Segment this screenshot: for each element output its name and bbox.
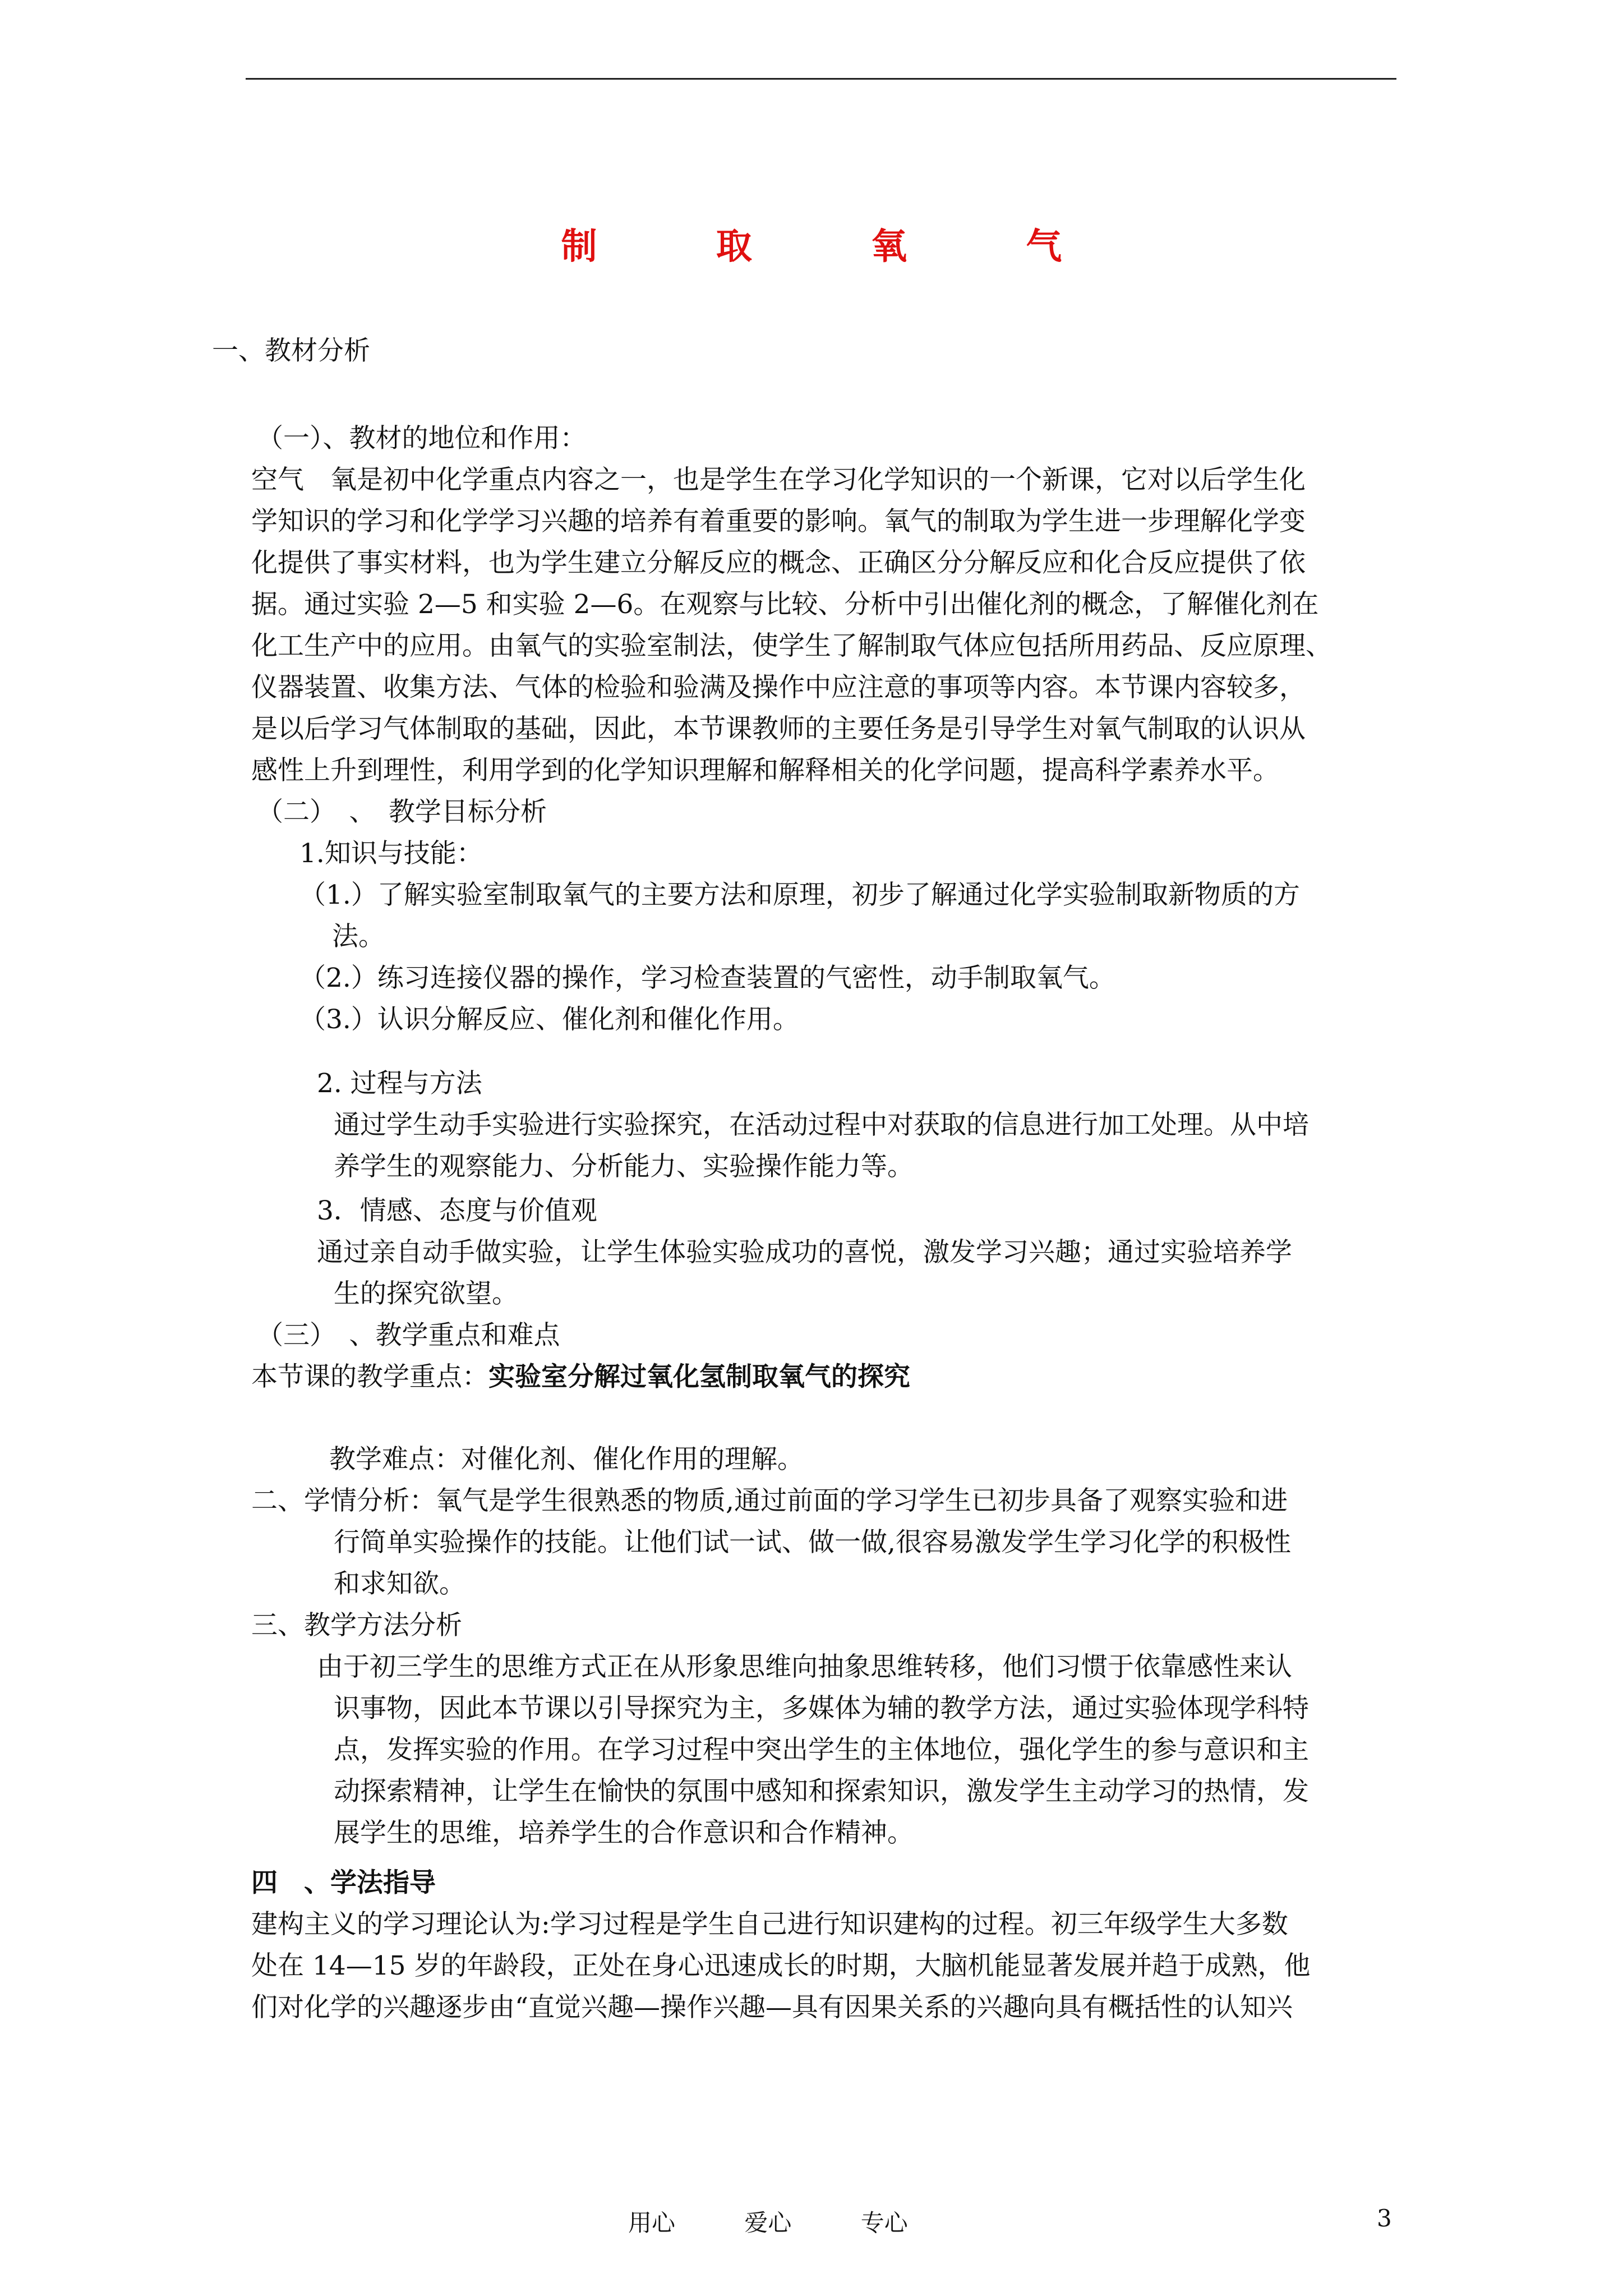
title-char: 气 bbox=[1026, 226, 1062, 268]
key-point-text: 实验室分解过氧化氢制取氧气的探究 bbox=[488, 1361, 910, 1392]
title-char: 制 bbox=[561, 226, 597, 268]
paragraph-line: 和求知欲。 bbox=[334, 1568, 465, 1599]
header-rule bbox=[246, 78, 1396, 80]
footer-motto bbox=[628, 2205, 970, 2238]
goal-heading: 2. 过程与方法 bbox=[317, 1068, 482, 1099]
paragraph-line: 通过学生动手实验进行实验探究，在活动过程中对获取的信息进行加工处理。从中培 bbox=[334, 1110, 1309, 1140]
paragraph-line: 展学生的思维，培养学生的合作意识和合作精神。 bbox=[334, 1818, 914, 1848]
paragraph-line: 仪器装置、收集方法、气体的检验和验满及操作中应注意的事项等内容。本节课内容较多， bbox=[251, 672, 1306, 703]
paragraph-line: 化工生产中的应用。由氧气的实验室制法，使学生了解制取气体应包括所用药品、反应原理、 bbox=[251, 631, 1332, 661]
subsection-heading: （三） 、教学重点和难点 bbox=[257, 1320, 560, 1351]
title-char: 氧 bbox=[871, 226, 907, 268]
paragraph-line: 处在 14—15 岁的年龄段，正处在身心迅速成长的时期，大脑机能显著发展并趋于成熟，他 bbox=[251, 1950, 1311, 1981]
section-heading: 二、学情分析：氧气是学生很熟悉的物质,通过前面的学习学生已初步具备了观察实验和进 bbox=[251, 1485, 1288, 1516]
subsection-heading: （二） 、 教学目标分析 bbox=[257, 797, 547, 827]
section-heading: 一、教材分析 bbox=[212, 335, 370, 366]
goal-item: （1.）了解实验室制取氧气的主要方法和原理，初步了解通过化学实验制取新物质的方 bbox=[299, 880, 1300, 910]
paragraph-line: 养学生的观察能力、分析能力、实验操作能力等。 bbox=[334, 1151, 914, 1182]
paragraph-line: 由于初三学生的思维方式正在从形象思维向抽象思维转移，他们习惯于依靠感性来认 bbox=[317, 1651, 1292, 1682]
difficulty-line: 教学难点：对催化剂、催化作用的理解。 bbox=[329, 1444, 804, 1475]
page-number: 3 bbox=[1377, 2205, 1392, 2232]
paragraph-line: 学知识的学习和化学学习兴趣的培养有着重要的影响。氧气的制取为学生进一步理解化学变 bbox=[251, 506, 1306, 537]
paragraph-line: 据。通过实验 2—5 和实验 2—6。在观察与比较、分析中引出催化剂的概念，了解催化剂在 bbox=[251, 589, 1319, 620]
section-heading: 四 、学法指导 bbox=[251, 1867, 436, 1898]
paragraph-line: 是以后学习气体制取的基础，因此，本节课教师的主要任务是引导学生对氧气制取的认识从 bbox=[251, 714, 1306, 744]
paragraph-line: 识事物，因此本节课以引导探究为主，多媒体为辅的教学方法，通过实验体现学科特 bbox=[334, 1693, 1309, 1724]
key-point-line bbox=[251, 1361, 910, 1392]
goal-item: 法。 bbox=[332, 921, 385, 952]
paragraph-line: 化提供了事实材料，也为学生建立分解反应的概念、正确区分分解反应和化合反应提供了依 bbox=[251, 547, 1306, 578]
goal-item: （3.）认识分解反应、催化剂和催化作用。 bbox=[299, 1004, 799, 1035]
motto-word: 用心 bbox=[628, 2209, 676, 2237]
title-char: 取 bbox=[716, 226, 752, 268]
subsection-heading: （一）、教材的地位和作用： bbox=[257, 423, 587, 454]
paragraph-line: 点，发挥实验的作用。在学习过程中突出学生的主体地位，强化学生的参与意识和主 bbox=[334, 1734, 1309, 1765]
paragraph-line: 们对化学的兴趣逐步由“直觉兴趣—操作兴趣—具有因果关系的兴趣向具有概括性的认知兴 bbox=[251, 1992, 1293, 2023]
paragraph-line: 通过亲自动手做实验，让学生体验实验成功的喜悦，激发学习兴趣；通过实验培养学 bbox=[317, 1237, 1292, 1268]
paragraph-line: 行简单实验操作的技能。让他们试一试、做一做,很容易激发学生学习化学的积极性 bbox=[334, 1527, 1291, 1558]
motto-word: 专心 bbox=[860, 2209, 908, 2237]
paragraph-line: 空气 氧是初中化学重点内容之一，也是学生在学习化学知识的一个新课，它对以后学生化 bbox=[251, 464, 1306, 495]
goal-heading: 3．情感、态度与价值观 bbox=[317, 1195, 597, 1226]
motto-word: 爱心 bbox=[744, 2209, 792, 2237]
goal-heading: 1.知识与技能： bbox=[299, 838, 483, 869]
key-point-label: 本节课的教学重点： bbox=[251, 1361, 488, 1392]
paragraph-line: 建构主义的学习理论认为:学习过程是学生自己进行知识建构的过程。初三年级学生大多数 bbox=[251, 1909, 1288, 1940]
goal-item: （2.）练习连接仪器的操作，学习检查装置的气密性，动手制取氧气。 bbox=[299, 963, 1115, 993]
paragraph-line: 生的探究欲望。 bbox=[334, 1278, 518, 1309]
paragraph-line: 感性上升到理性，利用学到的化学知识理解和解释相关的化学问题，提高科学素养水平。 bbox=[251, 755, 1279, 786]
page-title bbox=[0, 218, 1623, 269]
section-heading: 三、教学方法分析 bbox=[251, 1610, 462, 1641]
paragraph-line: 动探索精神，让学生在愉快的氛围中感知和探索知识，激发学生主动学习的热情，发 bbox=[334, 1776, 1309, 1807]
